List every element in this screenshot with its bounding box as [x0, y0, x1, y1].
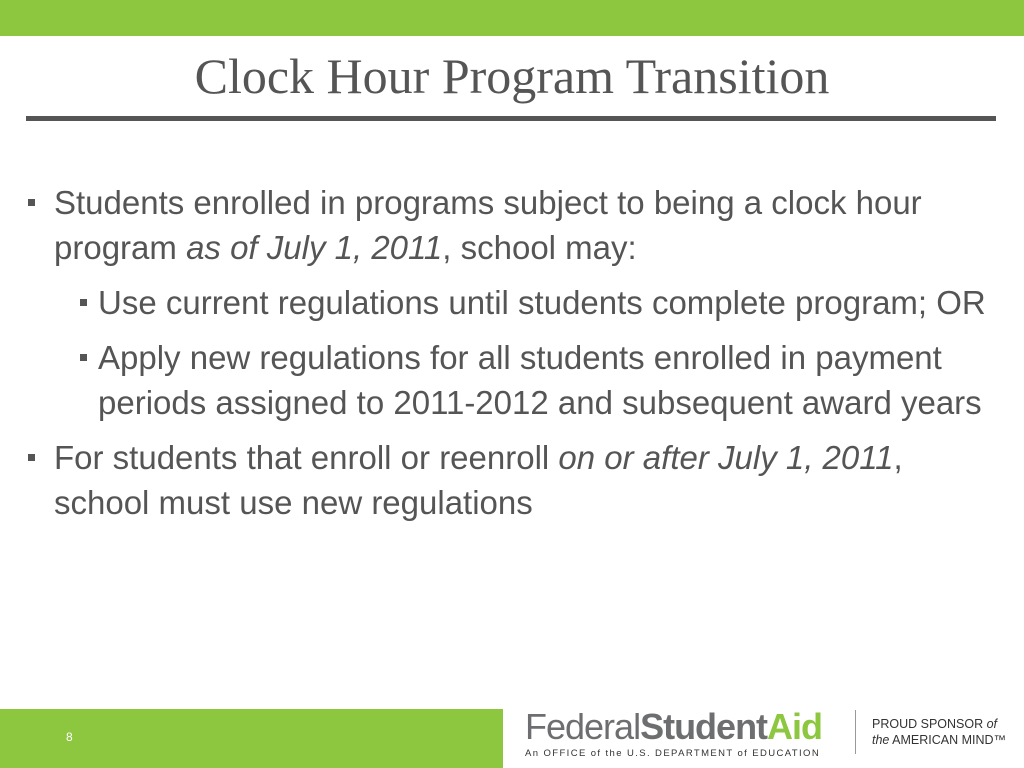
- bullet-item: [28, 180, 988, 270]
- bullet-item: [28, 435, 988, 525]
- bullet-marker-icon: [80, 354, 87, 361]
- footer-accent-bar: [0, 709, 503, 768]
- bullet-marker-icon: [28, 454, 35, 461]
- bullet-text: For students that enroll or reenroll on or after July 1, 2011, school must use new regulations: [54, 439, 903, 521]
- sponsor-tagline: PROUD SPONSOR of the AMERICAN MIND™: [872, 717, 1007, 747]
- page-number: 8: [66, 730, 73, 744]
- title-divider: [26, 116, 996, 121]
- bullet-marker-icon: [28, 199, 35, 206]
- slide-content: [28, 180, 988, 535]
- logo-subtitle: An OFFICE of the U.S. DEPARTMENT of EDUCATION: [525, 748, 821, 759]
- bullet-text: Apply new regulations for all students enrolled in payment periods assigned to 2011-2012 and subsequent award years: [98, 339, 982, 421]
- footer-divider: [855, 710, 856, 754]
- bullet-text: Use current regulations until students complete program; OR: [98, 284, 986, 321]
- top-accent-bar: [0, 0, 1024, 36]
- sub-bullet-item: [80, 280, 988, 325]
- bullet-text: Students enrolled in programs subject to being a clock hour program as of July 1, 2011, school may:: [54, 184, 922, 266]
- sub-bullet-item: [80, 335, 988, 425]
- logo-wordmark: FederalStudentAid: [525, 706, 823, 747]
- bullet-marker-icon: [80, 299, 87, 306]
- slide-title: Clock Hour Program Transition: [194, 48, 830, 104]
- federal-student-aid-logo: [525, 707, 845, 759]
